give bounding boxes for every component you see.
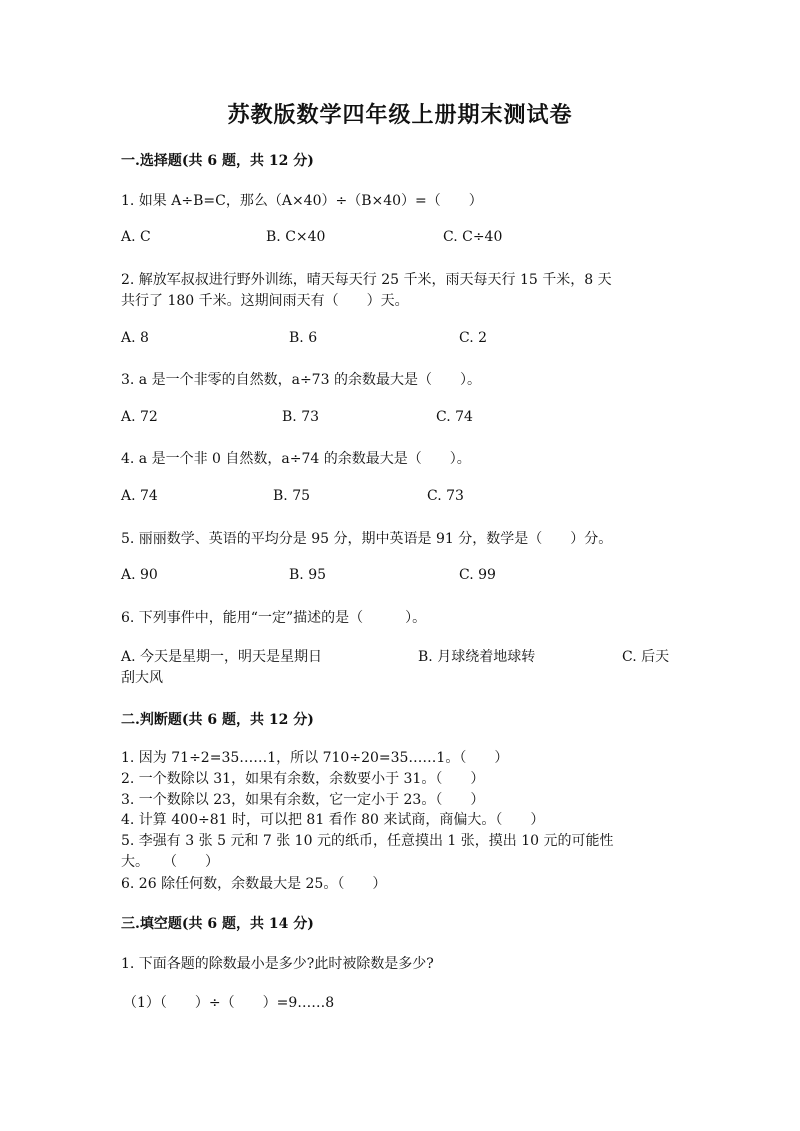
question-4-option-a: A. 74 [121,488,158,504]
fill-question-1: 1. 下面各题的除数最小是多少?此时被除数是多少? [121,956,434,972]
judgement-item-5-line1: 5. 李强有 3 张 5 元和 7 张 10 元的纸币，任意摸出 1 张，摸出 10 元的可能性 [121,833,614,849]
question-4-stem: 4. a 是一个非 0 自然数，a÷74 的余数最大是（ ）。 [121,451,471,467]
judgement-item-4: 4. 计算 400÷81 时，可以把 81 看作 80 来试商，商偏大。（ ） [121,812,545,828]
question-5-option-a: A. 90 [121,567,158,583]
question-1-option-c: C. C÷40 [443,229,503,245]
question-4-option-b: B. 75 [273,488,311,504]
question-3-stem: 3. a 是一个非零的自然数，a÷73 的余数最大是（ ）。 [121,372,481,388]
question-3-option-a: A. 72 [121,409,158,425]
page-title: 苏教版数学四年级上册期末测试卷 [227,102,573,128]
section-header-fill-blank: 三.填空题(共 6 题，共 14 分) [121,916,314,932]
question-6-option-c-wrap: 刮大风 [121,670,163,686]
judgement-item-2: 2. 一个数除以 31，如果有余数，余数要小于 31。（ ） [121,771,485,787]
judgement-item-5-line2: 大。 （ ） [121,854,219,870]
question-2-stem-line2: 共行了 180 千米。这期间雨天有（ ）天。 [121,293,409,309]
question-1-option-b: B. C×40 [266,229,326,245]
judgement-item-1: 1. 因为 71÷2=35……1，所以 710÷20=35……1。（ ） [121,750,509,766]
question-6-option-b: B. 月球绕着地球转 [418,649,536,665]
question-2-option-b: B. 6 [289,330,318,346]
question-6-stem: 6. 下列事件中，能用“一定”描述的是（ ）。 [121,610,427,626]
question-1-stem: 1. 如果 A÷B=C，那么（A×40）÷（B×40）=（ ） [121,193,483,209]
question-2-stem-line1: 2. 解放军叔叔进行野外训练，晴天每天行 25 千米，雨天每天行 15 千米，8 天 [121,272,612,288]
judgement-item-3: 3. 一个数除以 23，如果有余数，它一定小于 23。（ ） [121,792,485,808]
section-header-multiple-choice: 一.选择题(共 6 题，共 12 分) [121,153,314,169]
question-2-option-a: A. 8 [121,330,149,346]
question-2-option-c: C. 2 [459,330,488,346]
question-6-option-c: C. 后天 [622,649,670,665]
question-3-option-b: B. 73 [282,409,320,425]
fill-question-1-sub-1: （1）（ ）÷（ ）=9……8 [123,995,335,1011]
judgement-item-6: 6. 26 除任何数，余数最大是 25。（ ） [121,876,387,892]
question-1-option-a: A. C [121,229,151,245]
question-4-option-c: C. 73 [427,488,464,504]
question-5-stem: 5. 丽丽数学、英语的平均分是 95 分，期中英语是 91 分，数学是（ ）分。 [121,531,613,547]
question-5-option-c: C. 99 [459,567,496,583]
question-5-option-b: B. 95 [289,567,327,583]
question-3-option-c: C. 74 [436,409,473,425]
section-header-true-false: 二.判断题(共 6 题，共 12 分) [121,712,314,728]
question-6-option-a: A. 今天是星期一，明天是星期日 [121,649,323,665]
